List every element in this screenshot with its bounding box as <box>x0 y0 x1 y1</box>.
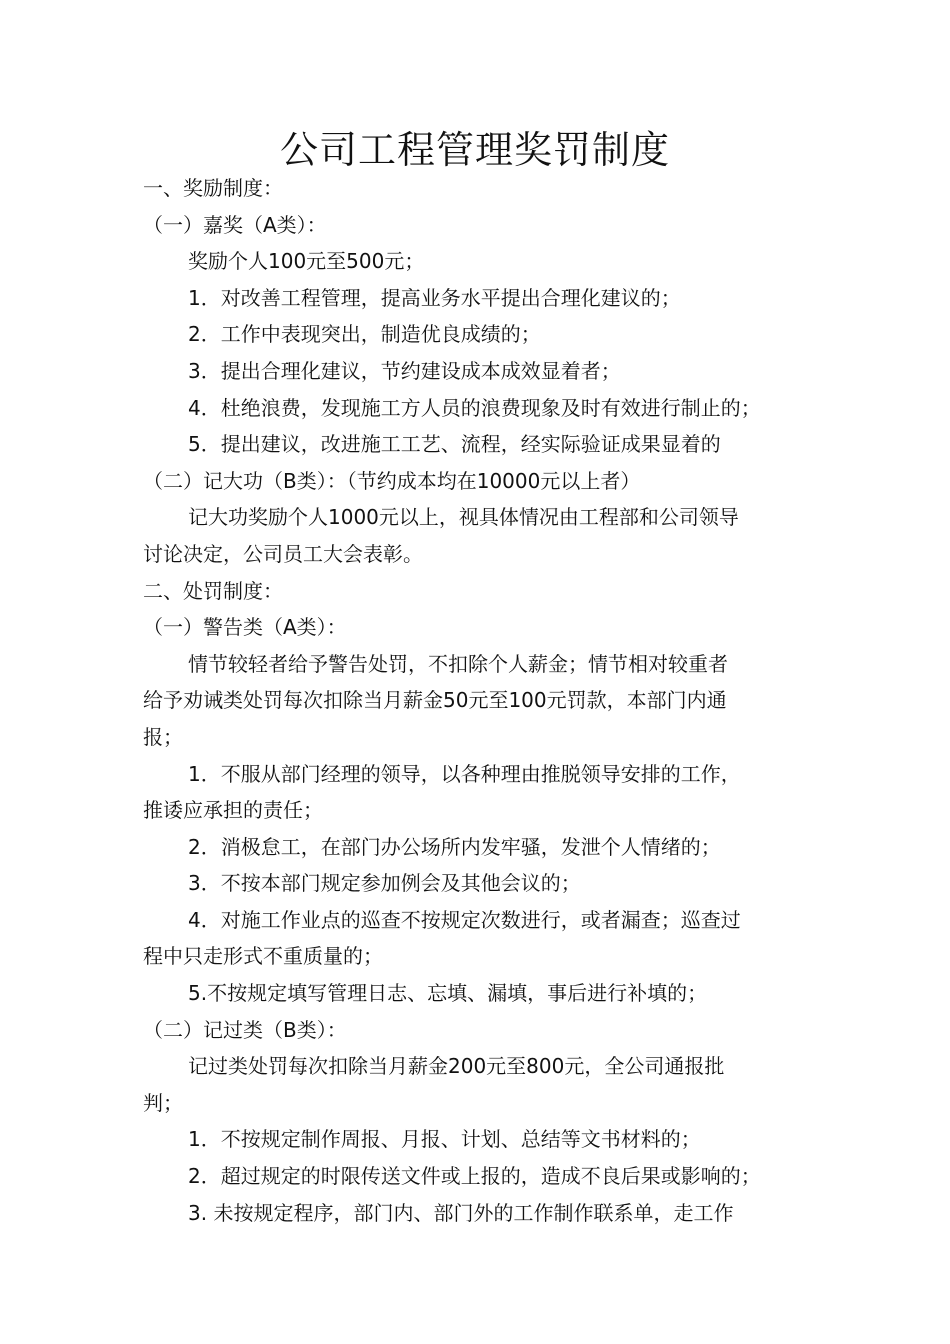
text-line: 给予劝诫类处罚每次扣除当月薪金50元至100元罚款，本部门内通 <box>143 688 727 713</box>
document-title: 公司工程管理奖罚制度 <box>279 128 670 172</box>
text-line: 2．消极怠工，在部门办公场所内发牢骚，发泄个人情绪的； <box>188 834 721 859</box>
text-line: 程中只走形式不重质量的； <box>143 944 383 969</box>
text-line: 一、奖励制度： <box>143 176 283 200</box>
text-line: 1．不按规定制作周报、月报、计划、总结等文书材料的； <box>188 1127 701 1152</box>
text-line: （一）嘉奖（A类）： <box>143 212 327 237</box>
document-body <box>143 170 815 1231</box>
text-line: 2．工作中表现突出，制造优良成绩的； <box>188 322 541 347</box>
text-line: 奖励个人100元至500元； <box>188 249 425 274</box>
text-line: 1．不服从部门经理的领导，以各种理由推脱领导安排的工作， <box>188 761 741 786</box>
text-line: 推诿应承担的责任； <box>143 798 323 823</box>
text-line: 3. 未按规定程序，部门内、部门外的工作制作联系单，走工作 <box>188 1200 734 1225</box>
text-line: 4．对施工作业点的巡查不按规定次数进行，或者漏查；巡查过 <box>188 907 741 932</box>
text-line: 3．不按本部门规定参加例会及其他会议的； <box>188 871 581 896</box>
text-line: 判； <box>143 1090 183 1115</box>
text-line: 讨论决定，公司员工大会表彰。 <box>143 541 423 566</box>
text-line: 5．提出建议，改进施工工艺、流程，经实际验证成果显着的 <box>188 432 721 457</box>
text-line: （一）警告类（A类）： <box>143 615 347 640</box>
text-line: 2．超过规定的时限传送文件或上报的，造成不良后果或影响的； <box>188 1164 761 1189</box>
text-line: （二）记过类（B类）： <box>143 1017 347 1042</box>
text-line: 二、处罚制度： <box>143 578 283 603</box>
text-line: 3．提出合理化建议，节约建设成本成效显着者； <box>188 358 621 383</box>
text-line: 5.不按规定填写管理日志、忘填、漏填，事后进行补填的； <box>188 981 708 1006</box>
text-line: 报； <box>143 724 183 749</box>
text-line: 情节较轻者给予警告处罚，不扣除个人薪金；情节相对较重者 <box>188 651 728 676</box>
text-line: 记过类处罚每次扣除当月薪金200元至800元，全公司通报批 <box>188 1054 725 1079</box>
text-line: 记大功奖励个人1000元以上，视具体情况由工程部和公司领导 <box>188 505 739 530</box>
text-line: （二）记大功（B类）：（节约成本均在10000元以上者） <box>143 468 641 493</box>
text-line: 1．对改善工程管理，提高业务水平提出合理化建议的； <box>188 285 681 310</box>
text-line: 4．杜绝浪费，发现施工方人员的浪费现象及时有效进行制止的； <box>188 395 761 420</box>
